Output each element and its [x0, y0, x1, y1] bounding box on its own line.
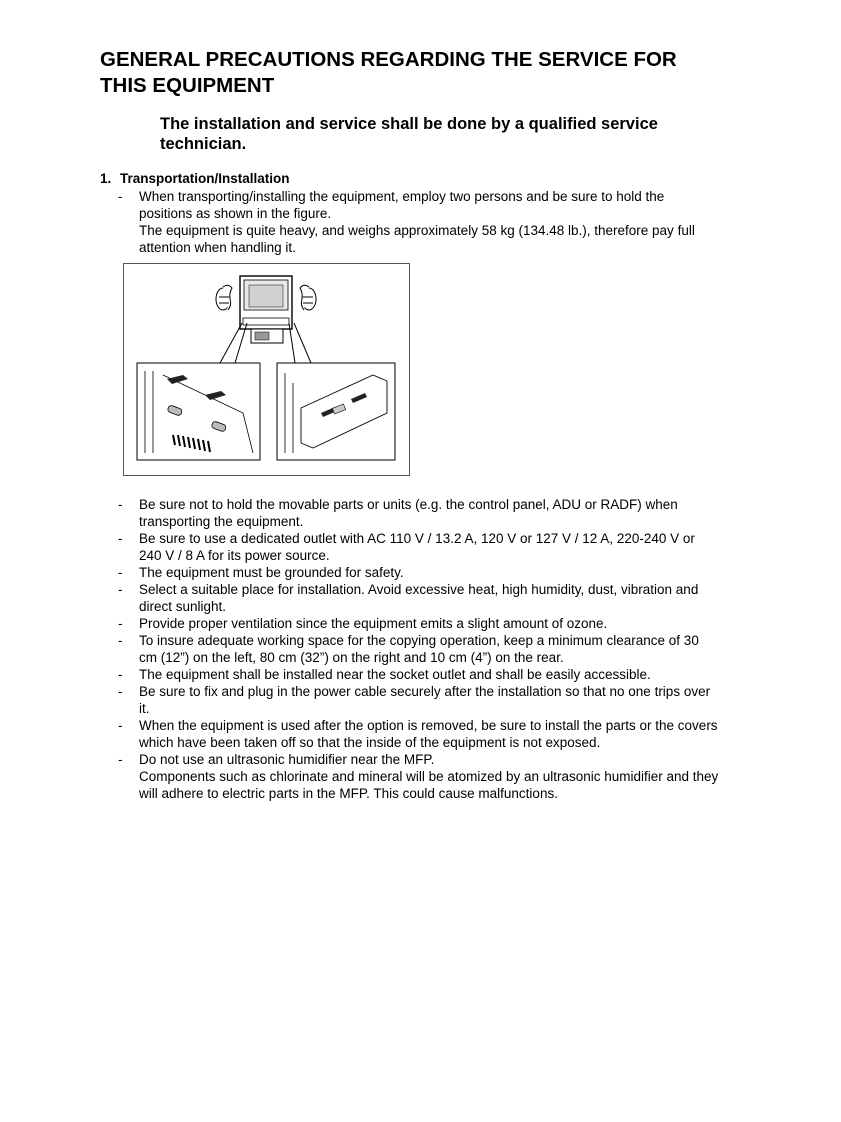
- bullet-line: Do not use an ultrasonic humidifier near the MFP.: [139, 752, 435, 767]
- bullet-text: [139, 581, 733, 615]
- bullet-line: direct sunlight.: [139, 599, 227, 614]
- bullet-text: [139, 615, 733, 632]
- bullet-line: positions as shown in the figure.: [139, 206, 332, 221]
- handle-detail-icon: [137, 363, 260, 460]
- subtitle-line: technician.: [160, 134, 247, 153]
- title-line: GENERAL PRECAUTIONS REGARDING THE SERVICE FOR: [100, 48, 677, 71]
- list-item: [118, 717, 733, 751]
- notice-subtitle: [160, 115, 720, 154]
- bullet-text: [139, 751, 733, 802]
- bullet-line: it.: [139, 701, 150, 716]
- bullet-text: [139, 564, 733, 581]
- list-item: [118, 496, 733, 530]
- list-item: [118, 581, 733, 615]
- handle-detail-icon: [277, 363, 395, 460]
- bullet-dash: -: [118, 718, 123, 733]
- bullet-line: attention when handling it.: [139, 240, 296, 255]
- bullet-dash: -: [118, 616, 123, 631]
- section-number: 1.: [100, 171, 112, 186]
- bullet-dash: -: [118, 497, 123, 512]
- list-item: [118, 564, 733, 581]
- list-item: [118, 615, 733, 632]
- bullet-line: The equipment must be grounded for safety.: [139, 565, 404, 580]
- bullet-text: [139, 717, 733, 751]
- list-item: [118, 530, 733, 564]
- bullet-dash: -: [118, 667, 123, 682]
- page-title: [100, 47, 760, 99]
- bullet-text: [139, 683, 733, 717]
- bullet-dash: -: [118, 531, 123, 546]
- bullet-line: The equipment shall be installed near the socket outlet and shall be easily accessible.: [139, 667, 651, 682]
- bullet-dash: -: [118, 633, 123, 648]
- bullet-line: Select a suitable place for installation. Avoid excessive heat, high humidity, dust, vibration and: [139, 582, 699, 597]
- bullet-line: When transporting/installing the equipment, employ two persons and be sure to hold the: [139, 189, 665, 204]
- bullet-line: will adhere to electric parts in the MFP. This could cause malfunctions.: [139, 786, 558, 801]
- bullet-text: [139, 188, 733, 256]
- list-item: [118, 751, 733, 802]
- bullet-dash: -: [118, 752, 123, 767]
- bullet-text: [139, 530, 733, 564]
- bullet-line: which have been taken off so that the inside of the equipment is not exposed.: [139, 735, 601, 750]
- handling-figure: [123, 263, 410, 476]
- bullet-line: Be sure not to hold the movable parts or units (e.g. the control panel, ADU or RADF) when: [139, 497, 678, 512]
- bullet-line: cm (12”) on the left, 80 cm (32”) on the right and 10 cm (4”) on the rear.: [139, 650, 564, 665]
- bullet-dash: -: [118, 189, 123, 204]
- title-line: THIS EQUIPMENT: [100, 74, 275, 97]
- subtitle-line: The installation and service shall be done by a qualified service: [160, 115, 658, 133]
- list-item: [118, 666, 733, 683]
- bullet-text: [139, 632, 733, 666]
- bullet-text: [139, 666, 733, 683]
- bullet-dash: -: [118, 582, 123, 597]
- list-item: [118, 683, 733, 717]
- bullet-line: Components such as chlorinate and mineral will be atomized by an ultrasonic humidifier and they: [139, 769, 719, 784]
- section-title: Transportation/Installation: [120, 171, 290, 186]
- bullet-line: Provide proper ventilation since the equipment emits a slight amount of ozone.: [139, 616, 608, 631]
- bullet-line: The equipment is quite heavy, and weighs approximately 58 kg (134.48 lb.), therefore pay full: [139, 223, 695, 238]
- bullet-line: transporting the equipment.: [139, 514, 304, 529]
- bullet-line: Be sure to use a dedicated outlet with AC 110 V / 13.2 A, 120 V or 127 V / 12 A, 220-240 V or: [139, 531, 695, 546]
- bullet-line: When the equipment is used after the option is removed, be sure to install the parts or the covers: [139, 718, 718, 733]
- bullet-line: Be sure to fix and plug in the power cable securely after the installation so that no one trips over: [139, 684, 711, 699]
- bullet-dash: -: [118, 684, 123, 699]
- bullet-text: [139, 496, 733, 530]
- bullet-dash: -: [118, 565, 123, 580]
- bullet-line: To insure adequate working space for the copying operation, keep a minimum clearance of 30: [139, 633, 699, 648]
- bullet-line: 240 V / 8 A for its power source.: [139, 548, 330, 563]
- intro-bullet: [118, 188, 733, 256]
- list-item: [118, 632, 733, 666]
